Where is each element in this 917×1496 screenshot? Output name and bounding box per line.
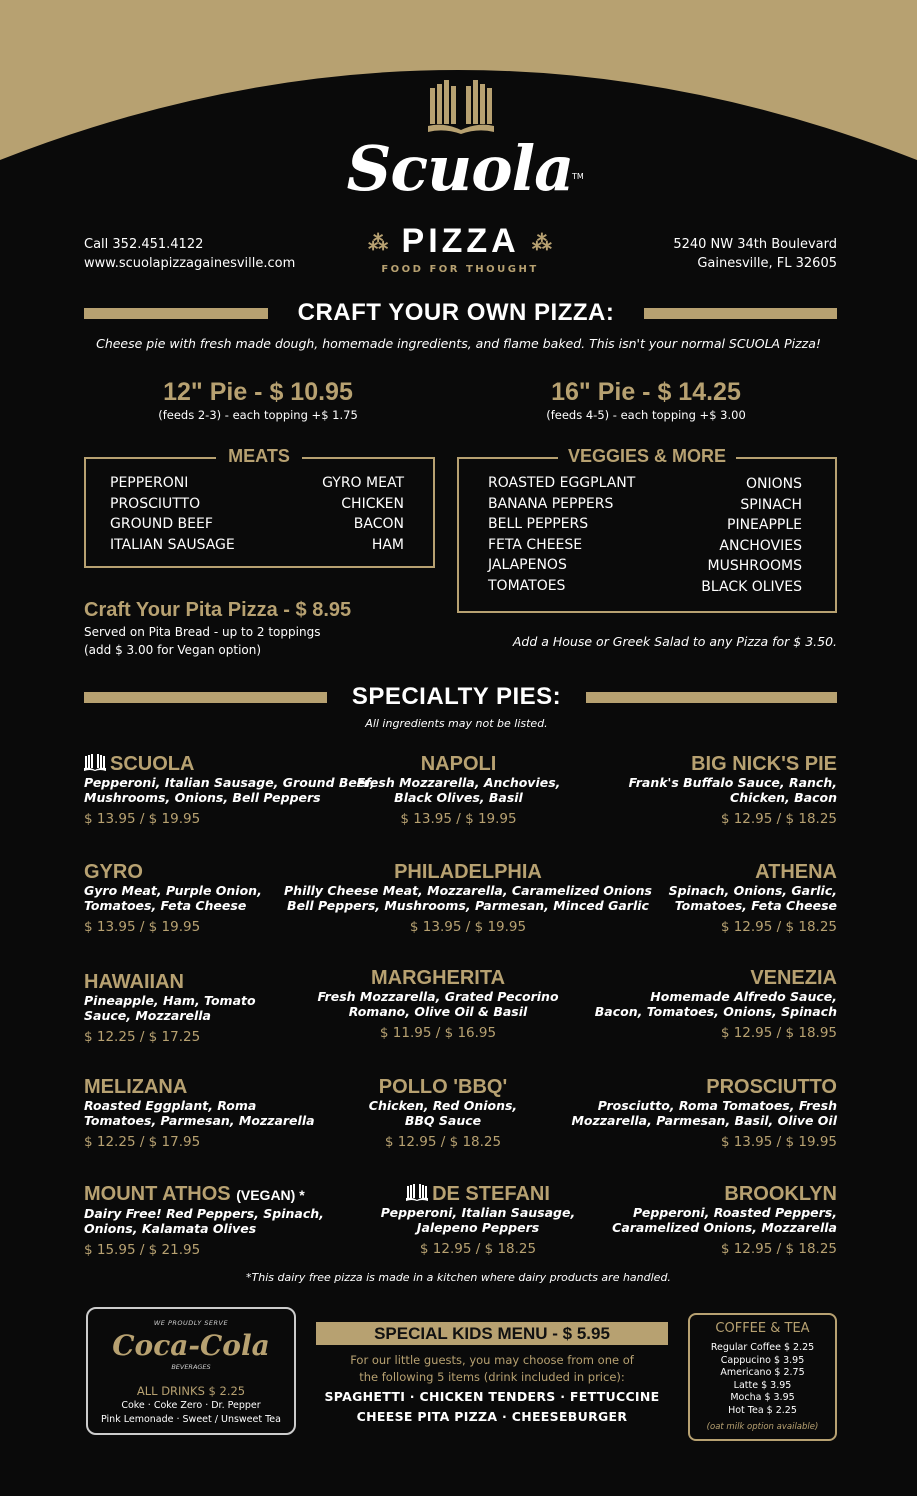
pie-ingredients: Dairy Free! Red Peppers, Spinach, Onions, Kalamata Olives xyxy=(84,1206,324,1236)
book-icon xyxy=(84,754,106,771)
topping-item: BACON xyxy=(353,516,404,532)
veggies-right-list xyxy=(660,474,802,597)
pie-name: PHILADELPHIA xyxy=(394,861,542,883)
kids-menu-title: SPECIAL KIDS MENU - $ 5.95 xyxy=(316,1322,668,1345)
pie-16-title: 16" Pie - $ 14.25 xyxy=(551,378,741,406)
topping-item: BELL PEPPERS xyxy=(488,516,589,532)
topping-item: PINEAPPLE xyxy=(727,517,802,533)
kids-desc-1: For our little guests, you may choose from one of xyxy=(350,1353,634,1367)
kids-items-2: CHEESE PITA PIZZA · CHEESEBURGER xyxy=(356,1409,628,1424)
dairy-note: *This dairy free pizza is made in a kitchen where dairy products are handled. xyxy=(246,1271,671,1284)
pie-name: POLLO 'BBQ' xyxy=(378,1076,508,1098)
pie-name: DE STEFANI xyxy=(432,1183,550,1205)
specialty-pie xyxy=(497,967,837,1041)
book-icon xyxy=(406,1184,428,1201)
brand-tagline: FOOD FOR THOUGHT xyxy=(381,264,539,275)
trademark: TM xyxy=(572,172,584,181)
pie-price: $ 12.25 / $ 17.95 xyxy=(84,1134,201,1150)
book-logo-icon xyxy=(428,80,494,134)
topping-item: CHICKEN xyxy=(341,495,404,512)
pie-ingredients: Pineapple, Ham, Tomato Sauce, Mozzarella xyxy=(84,993,256,1023)
pie-price: $ 12.95 / $ 18.25 xyxy=(720,919,837,935)
pie-price: $ 12.95 / $ 18.95 xyxy=(720,1025,837,1041)
topping-item: ITALIAN SAUSAGE xyxy=(110,536,235,553)
pie-name: NAPOLI xyxy=(420,753,497,775)
topping-item: SPINACH xyxy=(740,496,802,513)
pita-sub-2: (add $ 3.00 for Vegan option) xyxy=(84,643,262,657)
pie-16-sub: (feeds 4-5) - each topping +$ 3.00 xyxy=(546,408,746,422)
pie-ingredients: Homemade Alfredo Sauce, Bacon, Tomatoes, Onions, Spinach xyxy=(594,989,837,1019)
section-bar-left xyxy=(84,308,268,319)
kids-items xyxy=(300,1387,684,1427)
pie-ingredients: Gyro Meat, Purple Onion, Tomatoes, Feta Cheese xyxy=(84,883,262,913)
topping-item: MUSHROOMS xyxy=(707,558,802,574)
pie-price: $ 13.95 / $ 19.95 xyxy=(400,811,517,827)
pie-12-sub: (feeds 2-3) - each topping +$ 1.75 xyxy=(158,408,358,422)
coffee-item: Americano $ 2.75 xyxy=(720,1367,805,1378)
pie-ingredients: Frank's Buffalo Sauce, Ranch, Chicken, Bacon xyxy=(628,775,837,805)
kids-desc xyxy=(316,1352,668,1386)
pie-name: MARGHERITA xyxy=(370,967,506,989)
kids-desc-2: the following 5 items (drink included in price): xyxy=(359,1370,625,1384)
pie-name: BIG NICK'S PIE xyxy=(691,753,837,775)
coffee-item: Regular Coffee $ 2.25 xyxy=(710,1342,815,1353)
pie-price: $ 12.95 / $ 18.25 xyxy=(720,811,837,827)
pie-name: HAWAIIAN xyxy=(84,971,184,993)
specialty-pie xyxy=(497,1076,837,1150)
topping-item: HAM xyxy=(371,536,404,553)
pie-price: $ 12.95 / $ 18.25 xyxy=(720,1241,837,1257)
beverages-label: BEVERAGES xyxy=(171,1363,211,1371)
coffee-item: Latte $ 3.95 xyxy=(733,1379,792,1391)
pie-name: MELIZANA xyxy=(84,1076,188,1098)
topping-item: PROSCIUTTO xyxy=(110,495,201,512)
specialty-title: SPECIALTY PIES: xyxy=(351,683,562,710)
wordmark-ornament-right-icon: ⁂ xyxy=(531,232,552,255)
section-bar-left xyxy=(84,692,327,703)
pie-ingredients: Prosciutto, Roma Tomatoes, Fresh Mozzarella, Parmesan, Basil, Olive Oil xyxy=(571,1098,837,1128)
topping-item: ANCHOVIES xyxy=(719,537,802,554)
pie-price: $ 13.95 / $ 19.95 xyxy=(409,919,527,935)
topping-item: BANANA PEPPERS xyxy=(488,495,614,512)
topping-item: FETA CHEESE xyxy=(488,536,583,553)
veggies-label: VEGGIES & MORE xyxy=(558,446,736,467)
pie-ingredients: Spinach, Onions, Garlic, Tomatoes, Feta Cheese xyxy=(668,883,837,913)
brand-pizza-wordmark xyxy=(350,222,570,261)
pie-name: ATHENA xyxy=(755,861,837,883)
meats-left-list xyxy=(110,473,235,555)
topping-item: ONIONS xyxy=(746,476,802,492)
pie-price: $ 13.95 / $ 19.95 xyxy=(84,811,201,827)
pie-price: $ 15.95 / $ 21.95 xyxy=(84,1242,201,1258)
brand-pizza-text: PIZZA xyxy=(401,222,519,260)
topping-item: JALAPENOS xyxy=(488,557,567,573)
pie-ingredients: Pepperoni, Italian Sausage, Ground Beef, Mushrooms, Onions, Bell Peppers xyxy=(84,775,375,805)
topping-item: TOMATOES xyxy=(488,577,566,594)
pie-ingredients: Pepperoni, Roasted Peppers, Caramelized Onions, Mozzarella xyxy=(612,1205,837,1235)
pie-price: $ 13.95 / $ 19.95 xyxy=(84,919,201,935)
section-bar-right xyxy=(586,692,837,703)
coca-cola-logo: Coca-Cola xyxy=(112,1329,270,1362)
pie-ingredients: Philly Cheese Meat, Mozzarella, Caramelized Onions Bell Peppers, Mushrooms, Parmesan, Minced Garlic xyxy=(284,883,652,913)
contact-left xyxy=(84,235,295,273)
topping-item: GYRO MEAT xyxy=(322,475,404,491)
wordmark-ornament-left-icon: ⁂ xyxy=(368,232,389,255)
pie-price: $ 12.95 / $ 18.25 xyxy=(419,1241,537,1257)
pie-price: $ 11.95 / $ 16.95 xyxy=(379,1025,497,1041)
contact-right xyxy=(600,235,837,273)
topping-item: BLACK OLIVES xyxy=(701,578,802,595)
pita-sub-1: Served on Pita Bread - up to 2 toppings xyxy=(84,625,321,639)
meats-right-list xyxy=(260,473,404,555)
specialty-note: All ingredients may not be listed. xyxy=(365,717,548,730)
address-line-2: Gainesville, FL 32605 xyxy=(697,256,837,271)
topping-item: ROASTED EGGPLANT xyxy=(488,475,636,491)
pie-price: $ 12.95 / $ 18.25 xyxy=(384,1134,502,1150)
address-line-1: 5240 NW 34th Boulevard xyxy=(673,237,837,252)
coffee-title: COFFEE & TEA xyxy=(715,1321,810,1336)
pie-price: $ 12.25 / $ 17.25 xyxy=(84,1029,201,1045)
pie-name: GYRO xyxy=(84,861,143,883)
coffee-item: Mocha $ 3.95 xyxy=(730,1392,795,1403)
pie-name: PROSCIUTTO xyxy=(706,1076,837,1098)
coffee-item: Hot Tea $ 2.25 xyxy=(728,1404,797,1416)
drinks-line-2: Pink Lemonade · Sweet / Unsweet Tea xyxy=(101,1414,281,1425)
website-link[interactable]: www.scuolapizzagainesville.com xyxy=(84,256,296,271)
specialty-pie xyxy=(497,753,837,827)
oat-milk-note: (oat milk option available) xyxy=(706,1422,819,1432)
pie-name: BROOKLYN xyxy=(724,1183,837,1205)
pita-title: Craft Your Pita Pizza - $ 8.95 xyxy=(84,599,352,621)
pie-ingredients: Roasted Eggplant, Roma Tomatoes, Parmesan, Mozzarella xyxy=(84,1098,315,1128)
specialty-pie xyxy=(497,1183,837,1257)
coffee-list xyxy=(690,1342,835,1417)
pie-ingredients: Fresh Mozzarella, Grated Pecorino Romano, Olive Oil & Basil xyxy=(317,989,559,1019)
topping-item: GROUND BEEF xyxy=(110,516,213,532)
pie-ingredients: Chicken, Red Onions, BBQ Sauce xyxy=(368,1098,518,1128)
pie-name: VENEZIA xyxy=(750,967,837,989)
drinks-box xyxy=(86,1307,296,1435)
phone-number[interactable]: Call 352.451.4122 xyxy=(84,237,204,252)
pie-12-title: 12" Pie - $ 10.95 xyxy=(163,378,353,406)
pie-ingredients: Pepperoni, Italian Sausage, Jalepeno Peppers xyxy=(380,1205,576,1235)
veggies-left-list xyxy=(488,473,635,596)
craft-title: CRAFT YOUR OWN PIZZA: xyxy=(297,299,615,326)
salad-note: Add a House or Greek Salad to any Pizza for $ 3.50. xyxy=(512,634,837,649)
pie-price: $ 13.95 / $ 19.95 xyxy=(720,1134,837,1150)
craft-description: Cheese pie with fresh made dough, homemade ingredients, and flame baked. This isn't your normal SCUOLA Pizza! xyxy=(96,336,821,351)
section-bar-right xyxy=(644,308,837,319)
coffee-item: Cappucino $ 3.95 xyxy=(720,1354,805,1366)
brand-script-logo: Scuola xyxy=(346,132,574,205)
meats-label: MEATS xyxy=(216,446,302,467)
coffee-box xyxy=(688,1313,837,1441)
pie-name: SCUOLA xyxy=(110,753,195,775)
vegan-marker: (VEGAN) * xyxy=(236,1187,305,1203)
proudly-serve: WE PROUDLY SERVE xyxy=(153,1319,229,1327)
specialty-pie xyxy=(497,861,837,935)
drinks-line-1: Coke · Coke Zero · Dr. Pepper xyxy=(121,1400,261,1411)
pie-ingredients: Fresh Mozzarella, Anchovies, Black Olives, Basil xyxy=(356,775,561,805)
pie-name: MOUNT ATHOS xyxy=(84,1183,231,1205)
topping-item: PEPPERONI xyxy=(110,475,189,491)
all-drinks-price: ALL DRINKS $ 2.25 xyxy=(136,1384,246,1398)
kids-items-1: SPAGHETTI · CHICKEN TENDERS · FETTUCCINE xyxy=(324,1389,660,1404)
